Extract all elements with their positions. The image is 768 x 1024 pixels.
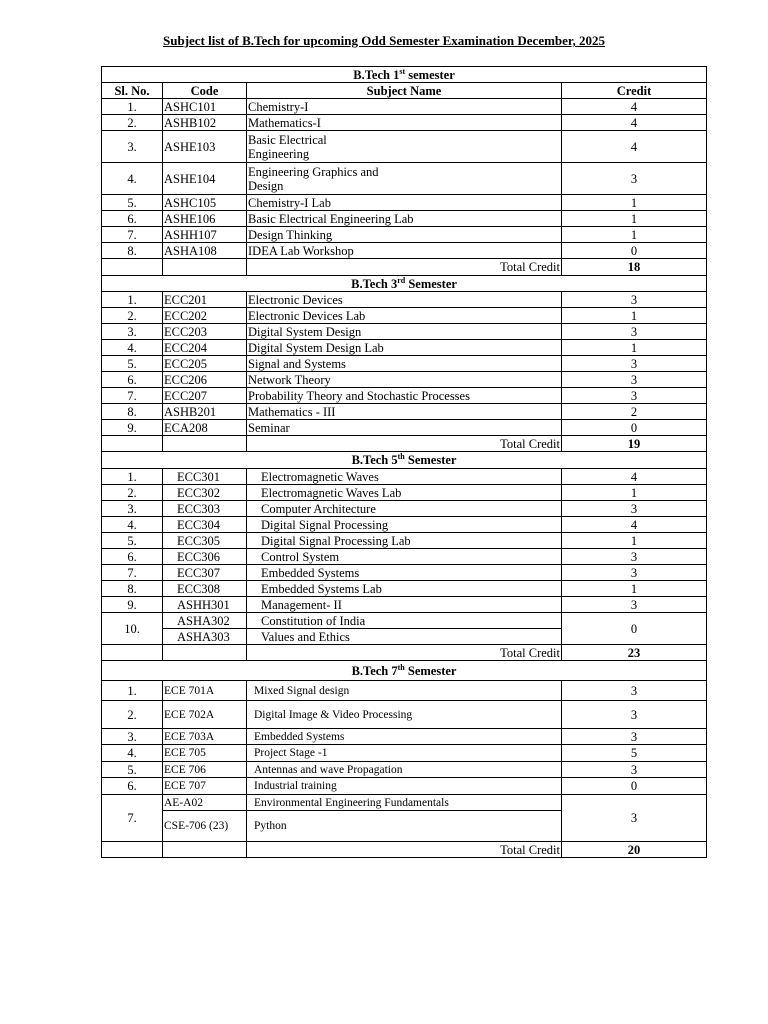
subject-name: Embedded Systems xyxy=(247,565,562,581)
subject-name: Digital Signal Processing xyxy=(247,517,562,533)
subject-code: ASHA303 xyxy=(163,629,247,645)
subject-code: ECC302 xyxy=(163,485,247,501)
credit-value: 2 xyxy=(562,404,707,420)
subject-row xyxy=(102,292,707,308)
subject-name: Mixed Signal design xyxy=(247,681,562,701)
subject-code: ASHH107 xyxy=(163,227,247,243)
credit-value: 4 xyxy=(562,99,707,115)
total-credit-value: 20 xyxy=(562,842,707,858)
credit-value: 0 xyxy=(562,243,707,259)
credit-value: 1 xyxy=(562,211,707,227)
subject-row xyxy=(102,404,707,420)
credit-value: 3 xyxy=(562,597,707,613)
credit-value: 3 xyxy=(562,729,707,745)
empty-cell xyxy=(163,436,247,452)
subject-row xyxy=(102,729,707,745)
subject-code: ECA208 xyxy=(163,420,247,436)
credit-value: 1 xyxy=(562,340,707,356)
subject-name: Control System xyxy=(247,549,562,565)
semester-title-ordinal: th xyxy=(397,451,405,461)
serial-number: 10. xyxy=(102,613,163,645)
serial-number: 3. xyxy=(102,501,163,517)
subject-name-line: Design xyxy=(248,178,284,193)
subject-name: Mathematics - III xyxy=(247,404,562,420)
subject-code: AE-A02 xyxy=(163,795,247,811)
empty-cell xyxy=(163,645,247,661)
credit-value: 5 xyxy=(562,745,707,762)
empty-cell xyxy=(163,842,247,858)
serial-number: 3. xyxy=(102,729,163,745)
serial-number: 4. xyxy=(102,517,163,533)
credit-value: 3 xyxy=(562,163,707,195)
serial-number: 2. xyxy=(102,115,163,131)
subject-code: ASHA108 xyxy=(163,243,247,259)
credit-value: 1 xyxy=(562,308,707,324)
semester-title-ordinal: rd xyxy=(397,275,406,285)
serial-number: 7. xyxy=(102,388,163,404)
serial-number: 6. xyxy=(102,549,163,565)
serial-number: 2. xyxy=(102,701,163,729)
serial-number: 8. xyxy=(102,404,163,420)
subject-name: Network Theory xyxy=(247,372,562,388)
credit-value: 1 xyxy=(562,581,707,597)
serial-number: 5. xyxy=(102,762,163,778)
credit-value: 3 xyxy=(562,356,707,372)
semester-heading-row xyxy=(102,67,707,83)
credit-value: 3 xyxy=(562,372,707,388)
subject-name: Embedded Systems Lab xyxy=(247,581,562,597)
serial-number: 2. xyxy=(102,485,163,501)
semester-title xyxy=(102,67,707,83)
serial-number: 6. xyxy=(102,211,163,227)
credit-value: 3 xyxy=(562,549,707,565)
serial-number: 2. xyxy=(102,308,163,324)
subject-code: ECC306 xyxy=(163,549,247,565)
subject-row xyxy=(102,745,707,762)
subject-name: Electromagnetic Waves Lab xyxy=(247,485,562,501)
subject-name: Signal and Systems xyxy=(247,356,562,372)
semester-title-text: B.Tech 7 xyxy=(351,663,398,678)
subject-code: CSE-706 (23) xyxy=(163,811,247,842)
subject-name: Industrial training xyxy=(247,778,562,795)
sl-no-header: Sl. No. xyxy=(102,83,163,99)
subject-row xyxy=(102,469,707,485)
semester-title-suffix: Semester xyxy=(405,276,457,291)
subject-name: Electromagnetic Waves xyxy=(247,469,562,485)
subject-name xyxy=(247,163,562,195)
serial-number: 5. xyxy=(102,195,163,211)
credit-value: 4 xyxy=(562,469,707,485)
semester-heading-row xyxy=(102,452,707,469)
credit-value: 3 xyxy=(562,565,707,581)
credit-value: 3 xyxy=(562,762,707,778)
semester-title xyxy=(102,661,707,681)
subject-name: Chemistry-I xyxy=(247,99,562,115)
subject-code: ASHC101 xyxy=(163,99,247,115)
subject-name: Seminar xyxy=(247,420,562,436)
subject-name: Digital Image & Video Processing xyxy=(247,701,562,729)
serial-number: 9. xyxy=(102,597,163,613)
subject-code: ECC307 xyxy=(163,565,247,581)
semester-heading-row xyxy=(102,661,707,681)
code-header: Code xyxy=(163,83,247,99)
subject-name: Python xyxy=(247,811,562,842)
subject-row xyxy=(102,581,707,597)
total-credit-label: Total Credit xyxy=(247,259,562,276)
subject-name: Values and Ethics xyxy=(247,629,562,645)
document-title: Subject list of B.Tech for upcoming Odd Semester Examination December, 2025 xyxy=(163,33,605,48)
subject-name: Electronic Devices xyxy=(247,292,562,308)
subject-row xyxy=(102,597,707,613)
serial-number: 9. xyxy=(102,420,163,436)
subject-row xyxy=(102,795,707,811)
subject-code: ECE 707 xyxy=(163,778,247,795)
subject-code: ASHE106 xyxy=(163,211,247,227)
subject-name: Antennas and wave Propagation xyxy=(247,762,562,778)
subject-code: ASHE104 xyxy=(163,163,247,195)
semester-heading-row xyxy=(102,276,707,292)
serial-number: 7. xyxy=(102,565,163,581)
subject-name: Computer Architecture xyxy=(247,501,562,517)
empty-cell xyxy=(102,259,163,276)
serial-number: 5. xyxy=(102,533,163,549)
subject-row xyxy=(102,227,707,243)
subject-row xyxy=(102,613,707,629)
semester-title-text: B.Tech 5 xyxy=(351,453,398,467)
subject-row xyxy=(102,549,707,565)
serial-number: 6. xyxy=(102,372,163,388)
subject-code: ASHB201 xyxy=(163,404,247,420)
serial-number: 8. xyxy=(102,581,163,597)
semester-title-suffix: Semester xyxy=(404,663,457,678)
credit-value: 4 xyxy=(562,115,707,131)
subject-name-line: Engineering xyxy=(248,146,310,161)
credit-value: 3 xyxy=(562,501,707,517)
subject-code: ASHH301 xyxy=(163,597,247,613)
subject-row xyxy=(102,340,707,356)
subject-row xyxy=(102,778,707,795)
credit-header: Credit xyxy=(562,83,707,99)
subject-row xyxy=(102,420,707,436)
subject-name: Digital System Design xyxy=(247,324,562,340)
credit-value: 1 xyxy=(562,485,707,501)
credit-value: 0 xyxy=(562,420,707,436)
subject-name: IDEA Lab Workshop xyxy=(247,243,562,259)
serial-number: 6. xyxy=(102,778,163,795)
subject-code: ECC202 xyxy=(163,308,247,324)
subject-row xyxy=(102,485,707,501)
semester-title-ordinal: th xyxy=(397,662,405,672)
empty-cell xyxy=(102,842,163,858)
semester-title-suffix: Semester xyxy=(404,453,457,467)
subject-code: ECC203 xyxy=(163,324,247,340)
serial-number: 4. xyxy=(102,163,163,195)
serial-number: 7. xyxy=(102,795,163,842)
credit-value: 3 xyxy=(562,681,707,701)
empty-cell xyxy=(102,645,163,661)
serial-number: 8. xyxy=(102,243,163,259)
subject-code: ECC206 xyxy=(163,372,247,388)
subject-row xyxy=(102,517,707,533)
subject-code: ECC303 xyxy=(163,501,247,517)
subject-code: ASHE103 xyxy=(163,131,247,163)
subject-name: Embedded Systems xyxy=(247,729,562,745)
credit-value: 4 xyxy=(562,517,707,533)
empty-cell xyxy=(163,259,247,276)
subject-code: ASHC105 xyxy=(163,195,247,211)
total-row xyxy=(102,436,707,452)
serial-number: 4. xyxy=(102,745,163,762)
subject-name: Chemistry-I Lab xyxy=(247,195,562,211)
subject-row xyxy=(102,372,707,388)
subject-row xyxy=(102,388,707,404)
subject-name-line: Basic Electrical xyxy=(248,132,327,147)
subject-row xyxy=(102,501,707,517)
subject-row xyxy=(102,195,707,211)
semester-title-text: B.Tech 1 xyxy=(353,67,400,82)
subject-code: ECC305 xyxy=(163,533,247,549)
subject-table xyxy=(101,66,707,858)
subject-code: ECE 701A xyxy=(163,681,247,701)
subject-row xyxy=(102,533,707,549)
subject-row xyxy=(102,211,707,227)
credit-value: 3 xyxy=(562,324,707,340)
subject-code: ECC201 xyxy=(163,292,247,308)
total-credit-value: 18 xyxy=(562,259,707,276)
subject-row xyxy=(102,565,707,581)
subject-name: Mathematics-I xyxy=(247,115,562,131)
credit-value: 3 xyxy=(562,795,707,842)
subject-row xyxy=(102,681,707,701)
subject-name: Digital Signal Processing Lab xyxy=(247,533,562,549)
subject-code: ECE 703A xyxy=(163,729,247,745)
credit-value: 4 xyxy=(562,131,707,163)
subject-code: ECC304 xyxy=(163,517,247,533)
subject-code: ASHB102 xyxy=(163,115,247,131)
subject-row xyxy=(102,115,707,131)
column-header-row xyxy=(102,83,707,99)
subject-name: Probability Theory and Stochastic Processes xyxy=(247,388,562,404)
total-credit-label: Total Credit xyxy=(247,645,562,661)
subject-code: ASHA302 xyxy=(163,613,247,629)
subject-name: Design Thinking xyxy=(247,227,562,243)
subject-name-line: Engineering Graphics and xyxy=(248,164,379,179)
credit-value: 1 xyxy=(562,533,707,549)
subject-code: ECC207 xyxy=(163,388,247,404)
total-credit-value: 19 xyxy=(562,436,707,452)
subject-code: ECE 702A xyxy=(163,701,247,729)
subject-name-header: Subject Name xyxy=(247,83,562,99)
subject-row xyxy=(102,324,707,340)
total-row xyxy=(102,842,707,858)
semester-title xyxy=(102,452,707,469)
serial-number: 1. xyxy=(102,469,163,485)
subject-row xyxy=(102,762,707,778)
subject-row xyxy=(102,163,707,195)
subject-name: Constitution of India xyxy=(247,613,562,629)
total-credit-label: Total Credit xyxy=(247,436,562,452)
serial-number: 5. xyxy=(102,356,163,372)
subject-name: Digital System Design Lab xyxy=(247,340,562,356)
semester-title xyxy=(102,276,707,292)
credit-value: 1 xyxy=(562,195,707,211)
subject-name: Basic Electrical Engineering Lab xyxy=(247,211,562,227)
credit-value: 3 xyxy=(562,388,707,404)
serial-number: 1. xyxy=(102,292,163,308)
semester-title-suffix: semester xyxy=(405,67,455,82)
subject-name xyxy=(247,131,562,163)
subject-row xyxy=(102,243,707,259)
total-credit-label: Total Credit xyxy=(247,842,562,858)
total-row xyxy=(102,645,707,661)
subject-code: ECE 706 xyxy=(163,762,247,778)
subject-name: Environmental Engineering Fundamentals xyxy=(247,795,562,811)
total-row xyxy=(102,259,707,276)
subject-row xyxy=(102,356,707,372)
subject-code: ECC301 xyxy=(163,469,247,485)
total-credit-value: 23 xyxy=(562,645,707,661)
subject-code: ECC204 xyxy=(163,340,247,356)
subject-row xyxy=(102,701,707,729)
credit-value: 0 xyxy=(562,778,707,795)
credit-value: 3 xyxy=(562,701,707,729)
subject-row xyxy=(102,131,707,163)
empty-cell xyxy=(102,436,163,452)
credit-value: 3 xyxy=(562,292,707,308)
credit-value: 0 xyxy=(562,613,707,645)
semester-title-ordinal: st xyxy=(399,66,406,76)
serial-number: 1. xyxy=(102,99,163,115)
subject-row xyxy=(102,99,707,115)
serial-number: 7. xyxy=(102,227,163,243)
subject-code: ECC308 xyxy=(163,581,247,597)
subject-code: ECC205 xyxy=(163,356,247,372)
serial-number: 1. xyxy=(102,681,163,701)
subject-name: Electronic Devices Lab xyxy=(247,308,562,324)
serial-number: 4. xyxy=(102,340,163,356)
semester-title-text: B.Tech 3 xyxy=(351,276,398,291)
serial-number: 3. xyxy=(102,131,163,163)
subject-name: Project Stage -1 xyxy=(247,745,562,762)
subject-code: ECE 705 xyxy=(163,745,247,762)
credit-value: 1 xyxy=(562,227,707,243)
subject-row xyxy=(102,308,707,324)
subject-name: Management- II xyxy=(247,597,562,613)
serial-number: 3. xyxy=(102,324,163,340)
